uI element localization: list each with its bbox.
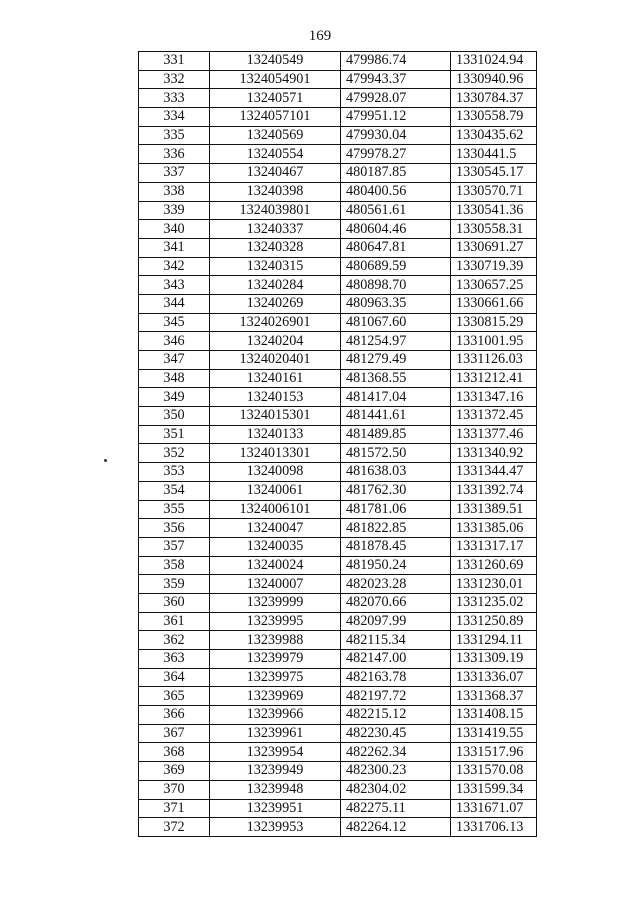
x-coordinate-cell: 479978.27 [341,145,451,164]
row-number-cell: 351 [139,425,210,444]
table-row [139,631,537,650]
point-code-cell: 13240328 [210,238,341,257]
x-coordinate-cell: 479951.12 [341,108,451,127]
row-number-cell: 341 [139,238,210,257]
row-number-cell: 367 [139,724,210,743]
y-coordinate-cell: 1331517.96 [451,743,537,762]
y-coordinate-cell: 1330691.27 [451,238,537,257]
x-coordinate-cell: 481368.55 [341,369,451,388]
table-row [139,668,537,687]
x-coordinate-cell: 479943.37 [341,70,451,89]
table-row [139,463,537,482]
point-code-cell: 13240315 [210,257,341,276]
point-code-cell: 13239979 [210,650,341,669]
y-coordinate-cell: 1330541.36 [451,201,537,220]
x-coordinate-cell: 481489.85 [341,425,451,444]
table-row [139,70,537,89]
x-coordinate-cell: 481950.24 [341,556,451,575]
point-code-cell: 13240571 [210,89,341,108]
y-coordinate-cell: 1330558.31 [451,220,537,239]
table-row [139,89,537,108]
row-number-cell: 335 [139,126,210,145]
point-code-cell: 13240337 [210,220,341,239]
table-row [139,126,537,145]
y-coordinate-cell: 1330570.71 [451,182,537,201]
x-coordinate-cell: 481878.45 [341,537,451,556]
point-code-cell: 13240098 [210,463,341,482]
point-code-cell: 13239999 [210,593,341,612]
table-row [139,369,537,388]
table-row [139,313,537,332]
x-coordinate-cell: 481441.61 [341,407,451,426]
table-row [139,425,537,444]
row-number-cell: 338 [139,182,210,201]
x-coordinate-cell: 481572.50 [341,444,451,463]
point-code-cell: 13240153 [210,388,341,407]
point-code-cell: 13240047 [210,519,341,538]
row-number-cell: 361 [139,612,210,631]
table-row [139,593,537,612]
y-coordinate-cell: 1330441.5 [451,145,537,164]
table-row [139,276,537,295]
x-coordinate-cell: 482215.12 [341,706,451,725]
table-body [139,52,537,837]
y-coordinate-cell: 1331250.89 [451,612,537,631]
point-code-cell: 1324054901 [210,70,341,89]
x-coordinate-cell: 481417.04 [341,388,451,407]
x-coordinate-cell: 481638.03 [341,463,451,482]
point-code-cell: 13240024 [210,556,341,575]
point-code-cell: 13240398 [210,182,341,201]
table-row [139,294,537,313]
point-code-cell: 13239988 [210,631,341,650]
point-code-cell: 13240467 [210,164,341,183]
y-coordinate-cell: 1331212.41 [451,369,537,388]
point-code-cell: 13240284 [210,276,341,295]
y-coordinate-cell: 1331389.51 [451,500,537,519]
point-code-cell: 1324057101 [210,108,341,127]
row-number-cell: 342 [139,257,210,276]
table-row [139,351,537,370]
y-coordinate-cell: 1331260.69 [451,556,537,575]
table-row [139,145,537,164]
table-row [139,537,537,556]
table-row [139,182,537,201]
y-coordinate-cell: 1330784.37 [451,89,537,108]
row-number-cell: 332 [139,70,210,89]
table-row [139,575,537,594]
y-coordinate-cell: 1331294.11 [451,631,537,650]
row-number-cell: 370 [139,780,210,799]
y-coordinate-cell: 1331377.46 [451,425,537,444]
table-row [139,388,537,407]
row-number-cell: 353 [139,463,210,482]
y-coordinate-cell: 1331024.94 [451,52,537,71]
point-code-cell: 13239954 [210,743,341,762]
y-coordinate-cell: 1331340.92 [451,444,537,463]
point-code-cell: 1324013301 [210,444,341,463]
table-row [139,444,537,463]
row-number-cell: 365 [139,687,210,706]
table-row [139,407,537,426]
x-coordinate-cell: 481254.97 [341,332,451,351]
x-coordinate-cell: 482262.34 [341,743,451,762]
point-code-cell: 13240204 [210,332,341,351]
point-code-cell: 13240269 [210,294,341,313]
y-coordinate-cell: 1331317.17 [451,537,537,556]
table-row [139,332,537,351]
y-coordinate-cell: 1331408.15 [451,706,537,725]
point-code-cell: 1324015301 [210,407,341,426]
x-coordinate-cell: 482023.28 [341,575,451,594]
point-code-cell: 13239969 [210,687,341,706]
table-row [139,238,537,257]
table-row [139,481,537,500]
x-coordinate-cell: 479928.07 [341,89,451,108]
point-code-cell: 13239966 [210,706,341,725]
row-number-cell: 348 [139,369,210,388]
x-coordinate-cell: 482163.78 [341,668,451,687]
table-row [139,762,537,781]
y-coordinate-cell: 1330661.66 [451,294,537,313]
table-row [139,818,537,837]
row-number-cell: 347 [139,351,210,370]
point-code-cell: 13240035 [210,537,341,556]
x-coordinate-cell: 482275.11 [341,799,451,818]
y-coordinate-cell: 1331336.07 [451,668,537,687]
y-coordinate-cell: 1331230.01 [451,575,537,594]
table-row [139,556,537,575]
y-coordinate-cell: 1331419.55 [451,724,537,743]
y-coordinate-cell: 1330545.17 [451,164,537,183]
table-row [139,52,537,71]
x-coordinate-cell: 482304.02 [341,780,451,799]
point-code-cell: 13240061 [210,481,341,500]
coordinates-table [138,51,537,837]
row-number-cell: 340 [139,220,210,239]
row-number-cell: 366 [139,706,210,725]
x-coordinate-cell: 481822.85 [341,519,451,538]
row-number-cell: 346 [139,332,210,351]
row-number-cell: 356 [139,519,210,538]
x-coordinate-cell: 480689.59 [341,257,451,276]
y-coordinate-cell: 1331126.03 [451,351,537,370]
x-coordinate-cell: 482147.00 [341,650,451,669]
row-number-cell: 357 [139,537,210,556]
x-coordinate-cell: 480187.85 [341,164,451,183]
point-code-cell: 13239951 [210,799,341,818]
point-code-cell: 13240554 [210,145,341,164]
point-code-cell: 13239975 [210,668,341,687]
row-number-cell: 333 [139,89,210,108]
point-code-cell: 13239961 [210,724,341,743]
y-coordinate-cell: 1330940.96 [451,70,537,89]
point-code-cell: 13240007 [210,575,341,594]
row-number-cell: 331 [139,52,210,71]
y-coordinate-cell: 1330815.29 [451,313,537,332]
y-coordinate-cell: 1331599.34 [451,780,537,799]
y-coordinate-cell: 1331347.16 [451,388,537,407]
x-coordinate-cell: 480963.35 [341,294,451,313]
y-coordinate-cell: 1331372.45 [451,407,537,426]
row-number-cell: 349 [139,388,210,407]
row-number-cell: 358 [139,556,210,575]
x-coordinate-cell: 480647.81 [341,238,451,257]
table-row [139,257,537,276]
y-coordinate-cell: 1330435.62 [451,126,537,145]
y-coordinate-cell: 1331235.02 [451,593,537,612]
row-number-cell: 369 [139,762,210,781]
table-row [139,650,537,669]
row-number-cell: 362 [139,631,210,650]
point-code-cell: 13240133 [210,425,341,444]
x-coordinate-cell: 480561.61 [341,201,451,220]
x-coordinate-cell: 482300.23 [341,762,451,781]
row-number-cell: 371 [139,799,210,818]
table-row [139,724,537,743]
y-coordinate-cell: 1331392.74 [451,481,537,500]
x-coordinate-cell: 481279.49 [341,351,451,370]
table-row [139,220,537,239]
y-coordinate-cell: 1331001.95 [451,332,537,351]
row-number-cell: 368 [139,743,210,762]
table-row [139,799,537,818]
point-code-cell: 1324006101 [210,500,341,519]
y-coordinate-cell: 1331570.08 [451,762,537,781]
y-coordinate-cell: 1330719.39 [451,257,537,276]
y-coordinate-cell: 1331344.47 [451,463,537,482]
row-number-cell: 345 [139,313,210,332]
row-number-cell: 339 [139,201,210,220]
table-row [139,780,537,799]
point-code-cell: 13239995 [210,612,341,631]
row-number-cell: 354 [139,481,210,500]
row-number-cell: 364 [139,668,210,687]
page-number: 169 [308,28,332,44]
point-code-cell: 13240569 [210,126,341,145]
point-code-cell: 13240161 [210,369,341,388]
x-coordinate-cell: 482097.99 [341,612,451,631]
row-number-cell: 343 [139,276,210,295]
table-row [139,164,537,183]
x-coordinate-cell: 482197.72 [341,687,451,706]
x-coordinate-cell: 480898.70 [341,276,451,295]
y-coordinate-cell: 1331671.07 [451,799,537,818]
row-number-cell: 337 [139,164,210,183]
table-row [139,500,537,519]
stray-mark [104,459,107,462]
x-coordinate-cell: 482115.34 [341,631,451,650]
x-coordinate-cell: 481067.60 [341,313,451,332]
x-coordinate-cell: 482230.45 [341,724,451,743]
point-code-cell: 13239949 [210,762,341,781]
x-coordinate-cell: 481781.06 [341,500,451,519]
row-number-cell: 363 [139,650,210,669]
table-row [139,743,537,762]
y-coordinate-cell: 1331309.19 [451,650,537,669]
x-coordinate-cell: 480400.56 [341,182,451,201]
row-number-cell: 360 [139,593,210,612]
table-row [139,706,537,725]
point-code-cell: 1324026901 [210,313,341,332]
y-coordinate-cell: 1330657.25 [451,276,537,295]
x-coordinate-cell: 480604.46 [341,220,451,239]
table-row [139,201,537,220]
y-coordinate-cell: 1331368.37 [451,687,537,706]
y-coordinate-cell: 1331706.13 [451,818,537,837]
row-number-cell: 372 [139,818,210,837]
x-coordinate-cell: 479986.74 [341,52,451,71]
x-coordinate-cell: 481762.30 [341,481,451,500]
row-number-cell: 350 [139,407,210,426]
row-number-cell: 359 [139,575,210,594]
table-row [139,687,537,706]
table-row [139,519,537,538]
x-coordinate-cell: 482264.12 [341,818,451,837]
y-coordinate-cell: 1330558.79 [451,108,537,127]
point-code-cell: 13239948 [210,780,341,799]
row-number-cell: 344 [139,294,210,313]
x-coordinate-cell: 479930.04 [341,126,451,145]
point-code-cell: 13240549 [210,52,341,71]
y-coordinate-cell: 1331385.06 [451,519,537,538]
table-row [139,108,537,127]
point-code-cell: 1324039801 [210,201,341,220]
row-number-cell: 336 [139,145,210,164]
row-number-cell: 334 [139,108,210,127]
table-row [139,612,537,631]
row-number-cell: 355 [139,500,210,519]
row-number-cell: 352 [139,444,210,463]
point-code-cell: 1324020401 [210,351,341,370]
point-code-cell: 13239953 [210,818,341,837]
x-coordinate-cell: 482070.66 [341,593,451,612]
